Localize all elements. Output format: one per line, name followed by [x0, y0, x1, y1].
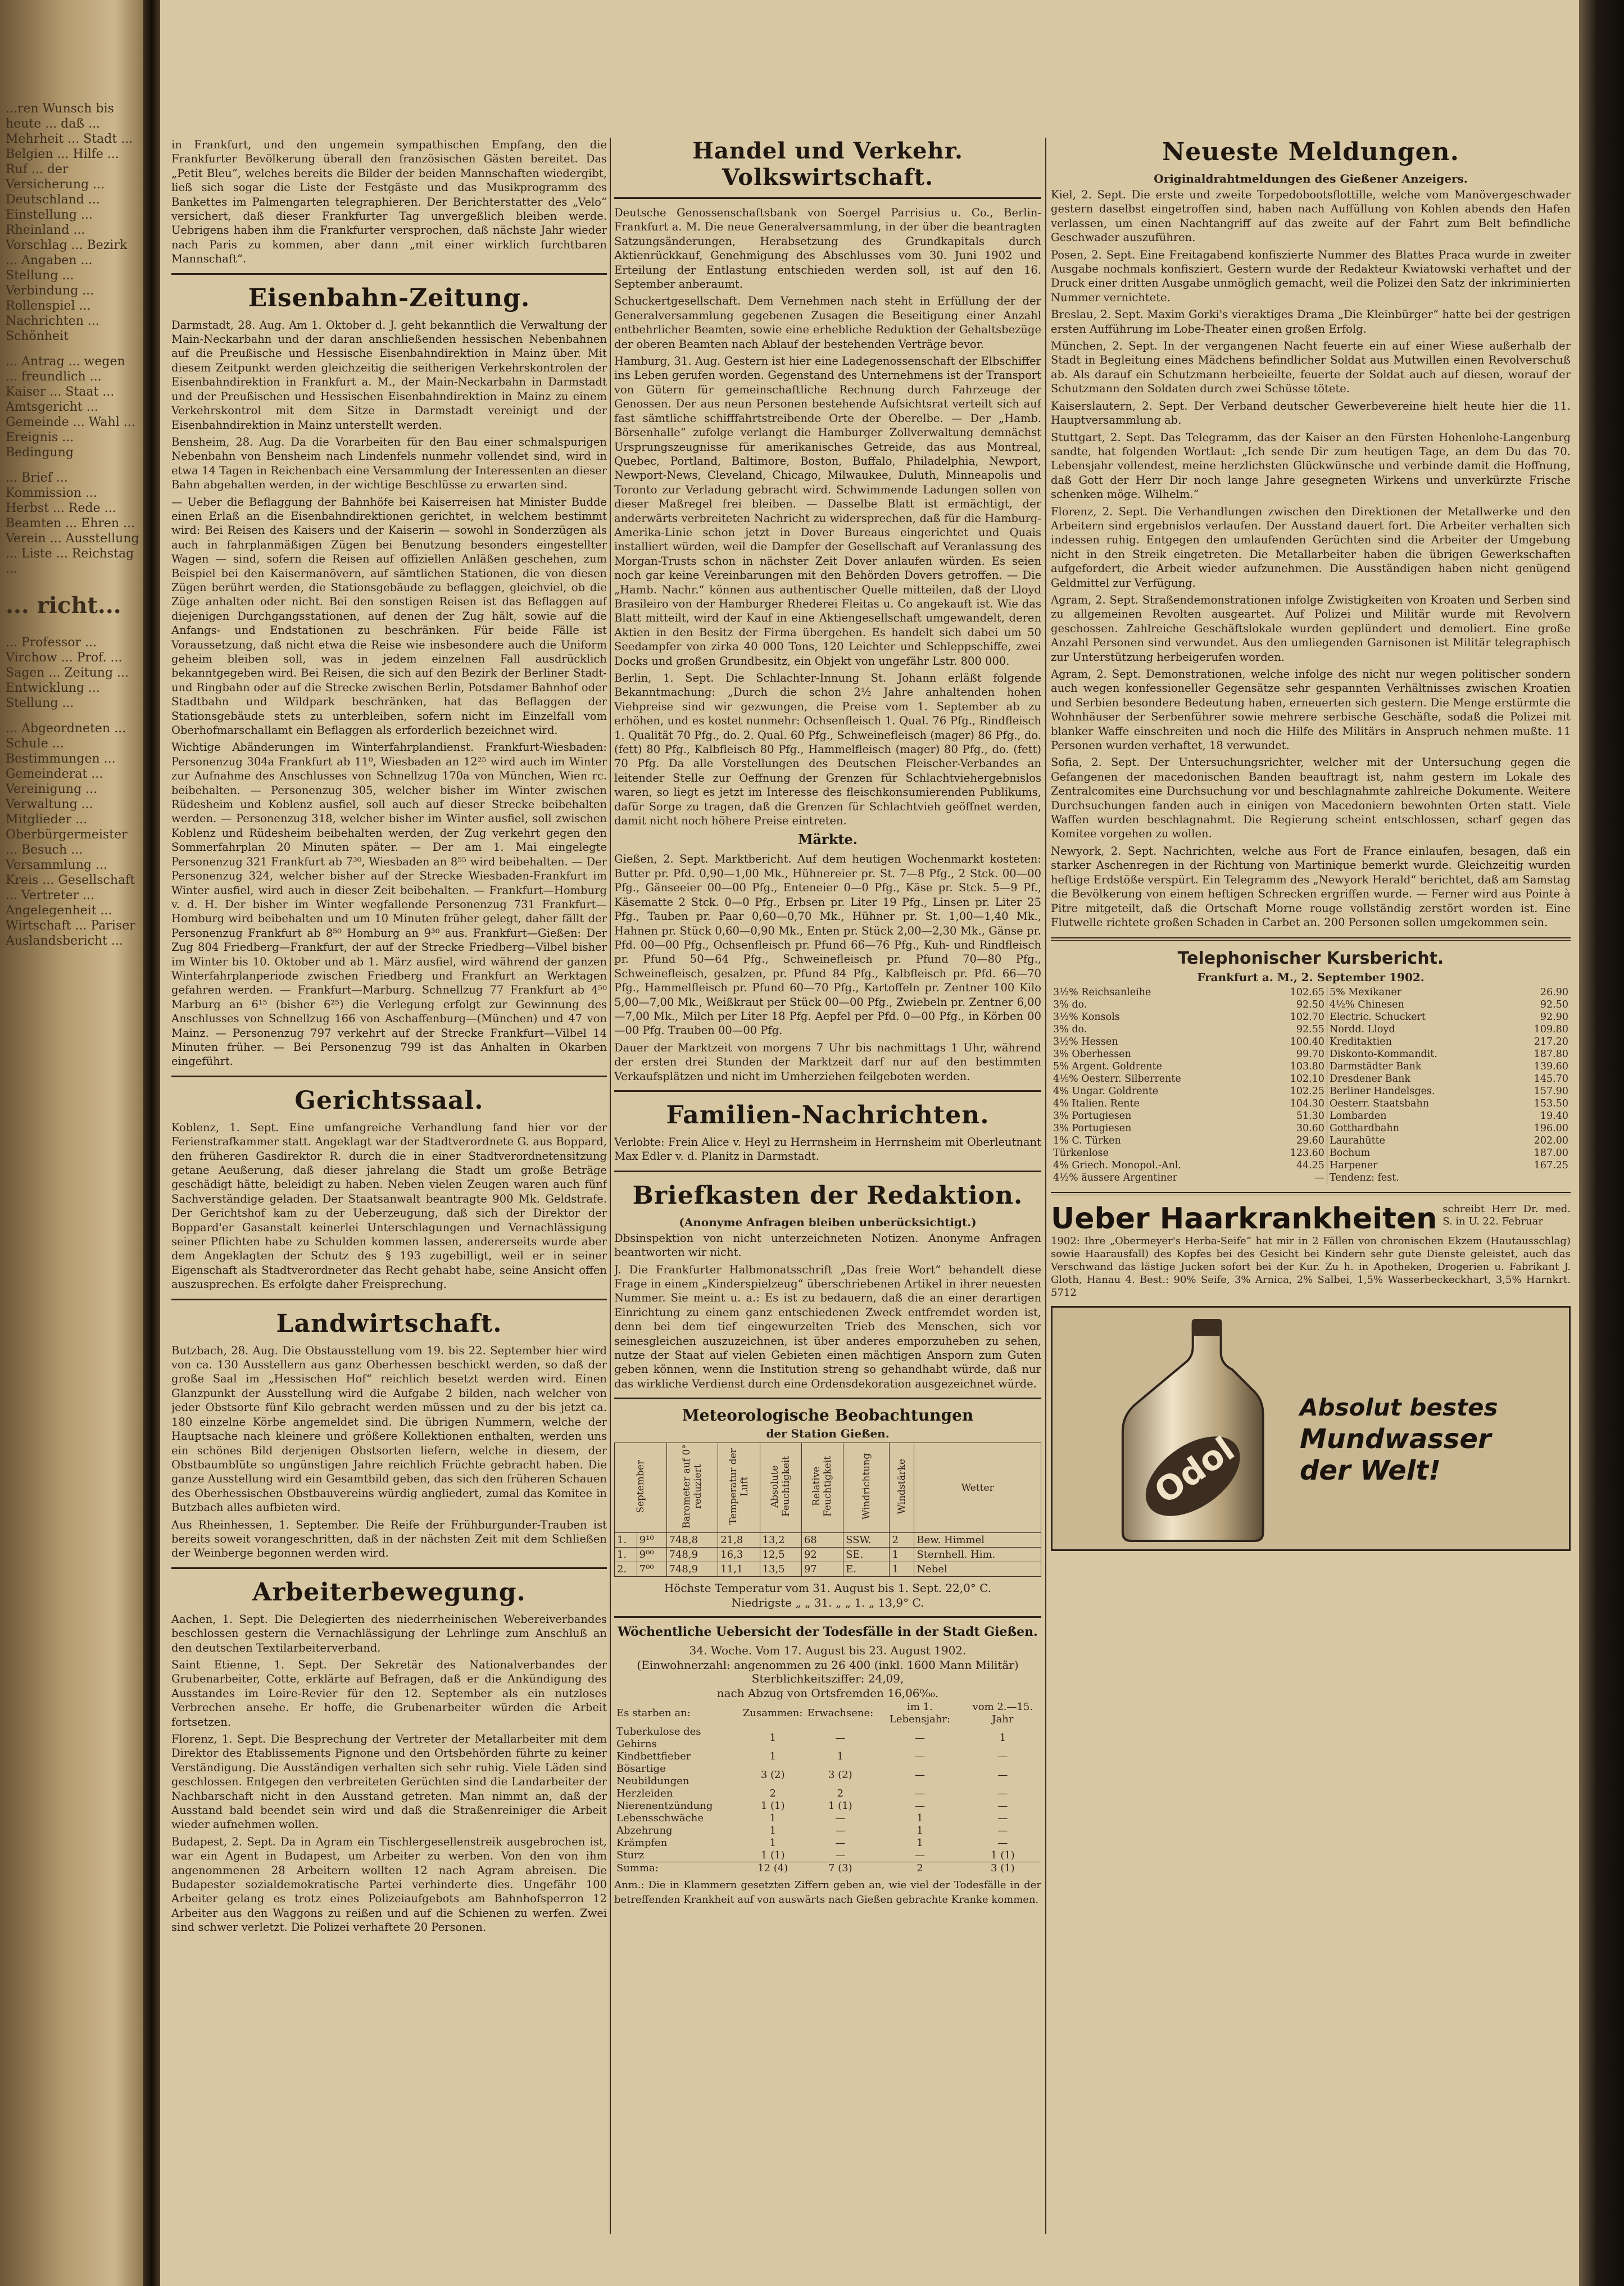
table-cell: Harpener	[1327, 1159, 1508, 1172]
odol-slogan-line: der Welt!	[1300, 1455, 1441, 1487]
table-cell: 202.00	[1534, 1135, 1568, 1147]
table-cell: —	[1314, 1172, 1324, 1184]
table-cell: 1	[769, 1825, 776, 1837]
table-row	[1051, 1110, 1571, 1122]
table-cell: Abzehrung	[616, 1825, 673, 1837]
divider	[614, 197, 1041, 199]
table-row	[1051, 1172, 1571, 1184]
table-cell: Laurahütte	[1327, 1135, 1508, 1147]
divider	[614, 1398, 1041, 1399]
table-cell: 1	[890, 1562, 914, 1577]
table-header-cell: September	[615, 1443, 667, 1533]
table-cell	[1508, 1172, 1571, 1184]
table-row	[1051, 1159, 1571, 1172]
divider	[171, 273, 607, 275]
table-cell: E.	[843, 1562, 890, 1577]
table-cell: 167.25	[1534, 1160, 1568, 1172]
table-row	[1051, 1147, 1571, 1159]
mortality-population: (Einwohnerzahl: angenommen zu 26 400 (inkl. 1600 Mann Militär) Sterblichkeitsziffer: 24,09,	[637, 1658, 1019, 1686]
news-item: Sofia, 2. Sept. Der Untersuchungsrichter, welcher mit der Untersuchung gegen die Gefangenen der macedonischen Banden beauftragt ist, nahm gestern im Lokale des Zentralcomites eine Durchsuchung vor und beschlagnahmte zahlreiche Dokumente. Weitere Durchsuchungen fanden auch in einigen von Macedoniern bewohnten Orten statt. Viele Waffen wurden beschlagnahmt. Die Regierung scheint entschlossen, scharf gegen das Komitee vorgehen zu wollen.	[1051, 756, 1571, 841]
news-item: Stuttgart, 2. Sept. Das Telegramm, das der Kaiser an den Fürsten Hohenlohe-Langenburg sandte, hat folgenden Wortlaut: „Ich sende Dir zum heutigen Tage, an dem Du das 70. Lebensjahr vollendest, meine herzlichsten Glückwünsche und verbinde damit die Hoffnung, daß Gott der Herr Dir noch lange Jahre gesegneten Wirkens und unverkürzte Frische schenken möge. Wilhelm.“	[1051, 430, 1571, 501]
table-cell: 153.50	[1534, 1098, 1568, 1110]
table-cell: —	[997, 1825, 1008, 1837]
table-cell: 157.90	[1534, 1086, 1568, 1097]
table-cell: 1 (1)	[991, 1849, 1015, 1862]
table-cell: Gotthardbahn	[1327, 1122, 1508, 1135]
odol-slogan-line: Absolut bestes	[1300, 1394, 1498, 1422]
table-cell: —	[835, 1732, 846, 1744]
table-cell: 1	[917, 1837, 923, 1849]
table-row	[1051, 1048, 1571, 1060]
column-right	[1051, 138, 1571, 2245]
table-cell: 2.	[615, 1562, 637, 1577]
table-cell: 13,2	[760, 1533, 801, 1548]
table-cell: 5% Mexikaner	[1327, 986, 1508, 999]
table-cell: 92.55	[1296, 1024, 1324, 1036]
odol-advertisement	[1051, 1306, 1571, 1551]
table-header-cell: Relative Feuchtigkeit	[801, 1443, 843, 1533]
divider	[171, 1299, 607, 1300]
subheading-maerkte: Märkte.	[797, 831, 858, 848]
table-row	[615, 1533, 1041, 1548]
table-row	[1051, 1085, 1571, 1097]
divider	[614, 1090, 1041, 1092]
haar-ad	[1051, 1203, 1571, 1235]
fragment-paragraph: ...ren Wunsch bis heute ... daß ... Mehrheit ... Stadt ... Belgien ... Hilfe ... Ruf ... der Versicherung ... Deutschland ... Einstellung ... Rheinland ... Vorschlag ... Bezirk ... Angaben ... Stellung ... Verbindung ... Rollenspiel ... Nachrichten ... Schönheit	[6, 102, 133, 343]
table-row	[614, 1788, 1041, 1800]
table-cell: Kindbettfieber	[616, 1750, 691, 1763]
odol-slogan	[1300, 1392, 1498, 1486]
table-header-cell: Temperatur der Luft	[718, 1443, 760, 1533]
table-header-cell: Es starben an:	[616, 1707, 691, 1720]
table-cell: Diskonto-Kommandit.	[1327, 1048, 1508, 1060]
table-cell: 29.60	[1296, 1135, 1324, 1147]
table-cell: Herzleiden	[616, 1788, 673, 1800]
divider	[171, 1567, 607, 1569]
table-cell: —	[914, 1732, 925, 1744]
table-cell: 1.	[615, 1533, 637, 1548]
table-cell: 92	[801, 1548, 843, 1562]
mortality-rate: nach Abzug von Ortsfremden 16,06⁰⁄₀₀.	[716, 1686, 939, 1700]
table-cell: 4% Ungar. Goldrente	[1053, 1086, 1159, 1097]
article-paragraph: Wichtige Abänderungen im Winterfahrplandienst. Frankfurt-Wiesbaden: Personenzug 304a Frankfurt ab 11⁰, Wiesbaden an 12²⁵ wird auch im Winter zur Aufnahme des Anschlusses von Schnellzug 170a von München, Wien rc. beibehalten. — Personenzug 305, welcher bisher im Winter zwischen Rüdesheim und Koblenz ausfiel, soll auch auf dieser Strecke beibehalten werden. — Personenzug 318, welcher bisher im Winter ausfiel, soll zwischen Koblenz und Rüdesheim beibehalten werden, der Zug verkehrt gegen den Sommerfahrplan 20 Minuten später. — Der am 1. Mai eingelegte Personenzug 321 Frankfurt ab 7³⁰, Wiesbaden an 8⁵⁵ wird beibehalten. — Der Personenzug 324, welcher bisher auf der Strecke Wiesbaden-Frankfurt im Winter ausfiel, wird auch in dieser Zeit beibehalten. — Frankfurt—Homburg v. d. H. Der bisher im Winter wegfallende Personenzug 731 Frankfurt—Homburg wird beibehalten und um 10 Minuten früher gelegt, daher fällt der Personenzug Frankfurt ab 8⁵⁰ Homburg an 9³⁰ aus. Frankfurt—Gießen: Der Zug 804 Friedberg—Frankfurt, der auf der Strecke Friedberg—Vilbel bisher im Winter bis 10. Oktober und ab 1. März ausfiel, wird während der ganzen Winterfahrplanperiode zwischen Friedberg und Frankfurt an Werktagen gefahren werden. — Frankfurt—Marburg. Schnellzug 77 Frankfurt ab 4⁵⁰ Marburg an 6¹⁵ (bisher 6²⁵) die Verlegung erfolgt zur Gewinnung des Anschlusses von Schnellzug 166 von Aschaffenburg—(München) und 47 von Mainz. — Personenzug 797 verkehrt auf der Strecke Frankfurt—Vilbel 14 Minuten früher. — Bei Personenzug 799 ist das Anhalten in Okarben eingeführt.	[171, 741, 607, 1068]
table-cell: 100.40	[1290, 1036, 1324, 1048]
table-cell: —	[914, 1750, 925, 1763]
table-cell: 3¹⁄₂% Reichsanleihe	[1053, 987, 1151, 999]
adjacent-page-fragment	[0, 0, 143, 2286]
section-heading-arbeiterbewegung: Arbeiterbewegung.	[252, 1577, 526, 1607]
news-item: Florenz, 2. Sept. Die Verhandlungen zwischen den Direktionen der Metallwerke und den Arbeitern sind ergebnislos verlaufen. Der Ausstand dauert fort. Die Arbeiter verhalten sich indessen ruhig. Entgegen den umlaufenden Gerüchten sind die Arbeiter der Umgebung nicht in den Streik eingetreten. Die Metallarbeiter haben die übrigen Gewerkschaften aufgefordert, die Arbeit wieder aufzunehmen. Die Ausständigen haben nicht genügend Geldmittel zur Verfügung.	[1051, 505, 1571, 589]
table-cell: Krämpfen	[616, 1837, 668, 1849]
kurs-table	[1051, 986, 1571, 1184]
column-left	[171, 138, 607, 2245]
table-cell: 4¹⁄₅% Oesterr. Silberrente	[1053, 1073, 1181, 1085]
article-paragraph: Berlin, 1. Sept. Die Schlachter-Innung St. Johann erläßt folgende Bekanntmachung: „Durch die schon 2¹⁄₂ Jahre anhaltenden hohen Viehpreise sind wir gezwungen, die Preise vom 1. September ab zu erhöhen, und es kostet nunmehr: Ochsenfleisch 1. Qual. 76 Pfg., Rindfleisch 1. Qualität 70 Pfg., do. 2. Qual. 60 Pfg., Schweinefleisch (mager) 86 Pfg., do. (fett) 80 Pfg., Kalbfleisch 80 Pfg., Hammelfleisch (mager) 80 Pfg., do. (fett) 70 Pfg. Da alle Vorstellungen des Deutschen Fleischer-Verbandes an leitender Stelle zur Oeffnung der Grenzen für Schlachtviehergebnislos waren, so liegt es jetzt im Interesse des fleischkonsumierenden Publikums, dafür Sorge zu tragen, daß die Grenzen für Schlachtvieh geöffnet werden, damit nicht noch höhere Preise eintreten.	[614, 672, 1041, 828]
table-cell: 3% Oberhessen	[1053, 1049, 1131, 1060]
table-cell: 4% Italien. Rente	[1053, 1098, 1140, 1110]
table-cell: —	[914, 1849, 925, 1862]
table-cell: 196.00	[1534, 1123, 1568, 1135]
table-cell: 109.80	[1534, 1024, 1568, 1036]
table-cell: 2	[890, 1533, 914, 1548]
table-cell: 103.80	[1290, 1061, 1324, 1073]
news-item: München, 2. Sept. In der vergangenen Nacht feuerte ein auf einer Wiese außerhalb der Stadt in Begleitung eines Mädchens befindlicher Soldat aus Mutwillen einen Revolverschuß ab. Als darauf ein Schutzmann herbeieilte, feuerte der Soldat auch auf diesen, worauf der Schutzmann den Soldaten durch zwei Schüsse tötete.	[1051, 339, 1571, 396]
table-cell: 102.65	[1290, 987, 1324, 999]
table-header-cell: Wetter	[914, 1443, 1041, 1533]
table-cell: 217.20	[1534, 1036, 1568, 1048]
book-spine	[143, 0, 160, 2286]
table-cell: 187.00	[1534, 1147, 1568, 1159]
table-cell: 1 (1)	[760, 1849, 785, 1862]
table-cell: Dresdener Bank	[1327, 1073, 1508, 1085]
haar-ad-side: schreibt Herr Dr. med. S. in U. 22. Februar	[1442, 1203, 1571, 1228]
table-cell: 102.10	[1290, 1073, 1324, 1085]
fragment-paragraph: ... Abgeordneten ... Schule ... Bestimmungen ... Gemeinderat ... Vereinigung ... Verwaltung ... Mitglieder ... Oberbürgermeister ... Besuch ... Versammlung ... Kreis ... Gesellschaft ... Vertreter ... Angelegenheit ... Wirtschaft ... Pariser Auslandsbericht ...	[6, 722, 135, 948]
table-cell: 3 (1)	[991, 1862, 1015, 1875]
table-header-cell: Erwachsene:	[807, 1707, 874, 1720]
table-cell: —	[997, 1837, 1008, 1849]
table-cell: 102.70	[1290, 1012, 1324, 1023]
article-paragraph: Saint Etienne, 1. Sept. Der Sekretär des Nationalverbandes der Grubenarbeiter, Cotte, erklärte auf Befragen, daß er die Ankündigung des Ausstandes im Loire-Revier für den 12. September als ein nutzloses Verbrechen ansehe. Er hoffe, die Grubenarbeiter würden die Arbeit fortsetzen.	[171, 1658, 607, 1729]
table-row	[615, 1562, 1041, 1577]
kurs-date: Frankfurt a. M., 2. September 1902.	[1197, 970, 1425, 985]
article-paragraph: J. Die Frankfurter Halbmonatsschrift „Das freie Wort“ behandelt diese Frage in einem „Kinderspielzeug“ überschriebenen Artikel in ihrer neuesten Nummer. Sie meint u. a.: Es ist zu bedauern, daß die an einer derartigen Einrichtung zu einem ganz entschiedenen Zweck entfremdet worden ist, denn bei dem tief eingewurzelten Trieb des Menschen, sich vor seinesgleichen auszuzeichnen, ist über anderes emporzuheben zu sehen, nutze der Staat auf vielen Gebieten einen mächtigen Ansporn zum Guten geben können, wenn die Institution streng so gehandhabt würde, daß nur das wirkliche Verdienst durch eine Ordensdekoration ausgezeichnet würde.	[614, 1263, 1041, 1390]
mortality-week: 34. Woche. Vom 17. August bis 23. August 1902.	[689, 1644, 967, 1658]
article-paragraph: Butzbach, 28. Aug. Die Obstausstellung vom 19. bis 22. September hier wird von ca. 130 Ausstellern aus ganz Oberhessen beschickt werden, so daß der große Saal im „Hessischen Hof“ reichlich besetzt werden wird. Einen Glanzpunkt der Ausstellung wird die Aufgabe 2 bilden, nach welcher von jeder Obstsorte fünf Kilo gebracht werden müssen und zu der bis jetzt ca. 180 einzelne Körbe angemeldet sind. Die übrigen Nummern, welche der Hauptsache nach kleinere und größere Kollektionen enthalten, werden uns ein schönes Bild derjenigen Obstsorten liefern, welche in diesem, der Obstbaumblüte so ungünstigen Jahre reichlich Früchte gebracht haben. Die ganze Ausstellung wird ein Gesamtbild geben, das sich den früheren Schauen des Oberhessischen Obstbauvereins würdig angliedert, zumal das Komitee in Butzbach alles aufbieten wird.	[171, 1344, 607, 1514]
table-cell: 4¹⁄₂% äussere Argentiner	[1053, 1172, 1178, 1184]
section-heading-neueste: Neueste Meldungen.	[1162, 138, 1459, 166]
column-rule	[1045, 138, 1046, 2234]
table-cell: —	[914, 1800, 925, 1812]
fragment-paragraph: ... Antrag ... wegen ... freundlich ... Kaiser ... Staat ... Amtsgericht ... Gemeinde ... Wahl ... Ereignis ... Bedingung	[6, 355, 135, 460]
table-cell: 19.40	[1540, 1110, 1568, 1122]
table-cell: —	[914, 1788, 925, 1800]
table-cell: Nebel	[914, 1562, 1041, 1577]
table-cell: 1.	[615, 1548, 637, 1562]
table-cell: 1	[769, 1750, 776, 1763]
table-cell: Tuberkulose des Gehirns	[616, 1726, 701, 1750]
adjacent-page-text	[0, 0, 143, 949]
article-paragraph: Aachen, 1. Sept. Die Delegierten des niederrheinischen Webereiverbandes beschlossen gestern die Vernachlässigung der Lehrlinge zum Anschluß an den deutschen Textilarbeiterverband.	[171, 1612, 607, 1654]
meteo-max: Höchste Temperatur vom 31. August bis 1. Sept. 22,0° C.	[664, 1581, 992, 1595]
table-cell: —	[914, 1769, 925, 1781]
newspaper-page	[160, 0, 1579, 2286]
table-cell: 145.70	[1534, 1073, 1568, 1085]
table-cell: 9¹⁰	[637, 1533, 666, 1548]
table-row	[1051, 1036, 1571, 1048]
table-cell: 1	[837, 1750, 844, 1763]
table-cell: 99.70	[1296, 1049, 1324, 1060]
table-cell: 7 (3)	[828, 1862, 852, 1875]
meteo-table	[614, 1443, 1041, 1577]
divider	[1051, 1192, 1571, 1195]
table-header-row	[615, 1443, 1041, 1533]
table-cell: —	[997, 1800, 1008, 1812]
table-row	[615, 1548, 1041, 1562]
table-cell: 68	[801, 1533, 843, 1548]
table-cell: 104.30	[1290, 1098, 1324, 1110]
table-cell: Bösartige Neubildungen	[616, 1763, 689, 1788]
table-cell: 3¹⁄₂% Hessen	[1053, 1036, 1118, 1048]
table-cell: Darmstädter Bank	[1327, 1060, 1508, 1073]
table-cell: 92.90	[1540, 1012, 1568, 1023]
table-cell: Berliner Handelsges.	[1327, 1085, 1508, 1097]
article-paragraph: Florenz, 1. Sept. Die Besprechung der Vertreter der Metallarbeiter mit dem Direktor des Etablissements Pignone und den Ortsbehörden führte zu keiner Verständigung. Die Ausständigen verhalten sich sehr ruhig. Viele Läden sind geschlossen. Entgegen den verbreiteten Gerüchten sind die Landarbeiter der Nachbarschaft nicht in den Ausstand getreten. Man nimmt an, daß der Ausstand bald beendet sein wird und daß die Straßenreiniger die Arbeit wieder aufnehmen wollen.	[171, 1732, 607, 1831]
divider	[171, 1076, 607, 1077]
table-row	[614, 1837, 1041, 1849]
table-cell: 97	[801, 1562, 843, 1577]
table-cell: 16,3	[718, 1548, 760, 1562]
table-row	[1051, 999, 1571, 1011]
article-paragraph: Verlobte: Frein Alice v. Heyl zu Herrnsheim in Herrnsheim mit Oberleutnant Max Edler v. d. Planitz in Darmstadt.	[614, 1135, 1041, 1163]
table-cell: 1 (1)	[760, 1800, 785, 1812]
table-cell: 30.60	[1296, 1123, 1324, 1135]
table-cell: 21,8	[718, 1533, 760, 1548]
divider	[614, 1616, 1041, 1618]
table-cell: 1	[917, 1825, 923, 1837]
table-header-row	[614, 1701, 1041, 1726]
table-cell: Oesterr. Staatsbahn	[1327, 1097, 1508, 1110]
table-header-cell: Windrichtung	[843, 1443, 890, 1533]
fragment-paragraph: ... Professor ... Virchow ... Prof. ... Sagen ... Zeitung ... Entwicklung ... Stellung ...	[6, 636, 129, 710]
table-cell: 3¹⁄₂% Konsols	[1053, 1012, 1120, 1023]
table-cell: Lombarden	[1327, 1110, 1508, 1122]
section-heading-briefkasten: Briefkasten der Redaktion.	[632, 1181, 1023, 1210]
table-cell: 9⁰⁰	[637, 1548, 666, 1562]
news-item: Breslau, 2. Sept. Maxim Gorki's vieraktiges Drama „Die Kleinbürger“ hatte bei der gestrigen ersten Aufführung im Lobe-Theater einen großen Erfolg.	[1051, 308, 1571, 335]
table-cell: 3 (2)	[828, 1769, 852, 1781]
table-cell: 26.90	[1540, 987, 1568, 999]
table-cell: Lebensschwäche	[616, 1812, 704, 1825]
table-cell: SSW.	[843, 1533, 890, 1548]
table-cell: Electric. Schuckert	[1327, 1011, 1508, 1023]
table-row	[1051, 986, 1571, 999]
table-cell: 1	[769, 1837, 776, 1849]
table-cell: Türkenlose	[1053, 1147, 1109, 1159]
briefkasten-note: (Anonyme Anfragen bleiben unberücksichtigt.)	[679, 1215, 977, 1229]
haar-ad-text: 1902: Ihre „Obermeyer's Herba-Seife“ hat mir in 2 Fällen von chronischen Ekzem (Hautausschlag) sowie Haarausfall) des Kopfes bei des Gesicht bei Kindern sehr gute Dienste geleistet, auch das Verschwand das lästige Jucken sofort bei der Kur. Zu h. in Apotheken, Drogerien u. Fabrikant J. Gloth, Hanau 4. Best.: 90% Seife, 3% Arnica, 2% Salbei, 1,5% Wasserbeckeckhart, 3,5% Harnkrt. 5712	[1051, 1235, 1571, 1299]
news-item: Agram, 2. Sept. Demonstrationen, welche infolge des nicht nur wegen politischer sondern auch wegen konfessioneller Gegensätze sehr gespannten Verhältnisses zwischen Kroatien und Serbien besondere Bedeutung haben, erneuerten sich gestern. Die Menge erstürmte die Wohnhäuser der Serbenführer sowie mehrere serbische Geschäfte, sodaß die Polizei mit blanker Waffe einschreiten und noch die Hilfe des Militärs in Anspruch nehmen mußte. 11 Personen wurden verhaftet, 18 verwundet.	[1051, 668, 1571, 752]
table-header-cell: Absolute Feuchtigkeit	[760, 1443, 801, 1533]
table-cell: 11,1	[718, 1562, 760, 1577]
table-header-cell: Barometer auf 0° reduziert	[666, 1443, 718, 1533]
article-paragraph: Budapest, 2. Sept. Da in Agram ein Tischlergesellenstreik ausgebrochen ist, war ein Agent in Budapest, um Arbeiter zu werben. Von den von ihm angenommenen 28 Arbeitern wollten 12 nach Agram abreisen. Die Budapester sozialdemokratische Partei verhinderte dies. Ungefähr 100 Arbeiter gelang es trotz eines Polizeiaufgebots am Bahnhofsperron 12 Arbeiter aus den Waggons zu reißen und auf die Schienen zu werfen. Zwei sind schwer verletzt. Die Polizei verhaftete 20 Personen.	[171, 1835, 607, 1934]
table-cell: —	[997, 1769, 1008, 1781]
news-item: Agram, 2. Sept. Straßendemonstrationen infolge Zwistigkeiten von Kroaten und Serben sind zu allgemeinen Revolten ausgeartet. Auf Polizei und Militär wurde mit Revolvern geschossen. Zahlreiche Geschäftslokale wurden geplündert und demoliert. Eine große Anzahl Personen sind verwundet. Aus den umliegenden Garnisonen ist Militär telegraphisch zur Unterstützung herbeigerufen worden.	[1051, 593, 1571, 664]
table-header-cell: Zusammen:	[742, 1707, 803, 1720]
table-cell: 1	[999, 1732, 1006, 1744]
table-cell: Tendenz: fest.	[1327, 1172, 1508, 1184]
table-cell: 1	[769, 1812, 776, 1825]
table-cell: —	[835, 1849, 846, 1862]
table-row	[1051, 1011, 1571, 1023]
section-heading-familie: Familien-Nachrichten.	[666, 1100, 990, 1130]
mortality-table	[614, 1701, 1041, 1875]
mortality-note: Anm.: Die in Klammern gesetzten Ziffern geben an, wie viel der Todesfälle in der betreffenden Krankheit auf von auswärts nach Gießen gebrachte Kranke kommen.	[614, 1879, 1041, 1906]
table-row	[1051, 1097, 1571, 1110]
table-cell: 4¹⁄₂% Chinesen	[1327, 999, 1508, 1011]
odol-brand: Odol	[1147, 1429, 1242, 1512]
table-row	[614, 1825, 1041, 1837]
article-paragraph: Schuckertgesellschaft. Dem Vernehmen nach steht in Erfüllung der der Generalversammlung gegebenen Zusagen die Beseitigung einer Anzahl entbehrlicher Beamten, sowie eine erhebliche Reduktion der Gehaltsbezüge der oberen Beamten nach Ablauf der bestehenden Verträge bevor.	[614, 294, 1041, 351]
odol-slogan-line: Mundwasser	[1300, 1423, 1491, 1455]
article-paragraph: Dauer der Marktzeit von morgens 7 Uhr bis nachmittags 1 Uhr, während der ersten drei Stunden der Marktzeit darf nur auf den bestimmten Verkaufsplätzen und nicht im Umherziehen feilgeboten werden.	[614, 1041, 1041, 1083]
table-row	[1051, 1023, 1571, 1036]
article-paragraph: Koblenz, 1. Sept. Eine umfangreiche Verhandlung fand hier vor der Ferienstrafkammer statt. Angeklagt war der Stadtverordnete G. aus Boppard, den früheren Gasdirektor R. durch die in einer Stadtverordnetensitzung getane Aeußerung, daß dieser jahrelang die Stadt um große Beträge geschädigt hätte, beleidigt zu haben. Neben vielen Zeugen waren auch fünf Sachverständige geladen. Der Staatsanwalt beantragte 900 Mk. Geldstrafe. Der Gerichtshof kam zu der Ueberzeugung, daß sich der Direktor der Boppard'er Gasanstalt keinerlei Unterschlagungen und Vernachlässigung seiner Pflichten habe zu Schulden kommen lassen, andererseits wurde aber dem Angeklagten der Schutz des § 193 zugebilligt, weil er in seiner Eigenschaft als Stadtverordneter das Recht gehabt habe, seine Ansicht offen auszusprechen. Es erfolgte daher Freisprechung.	[171, 1121, 607, 1291]
table-sum-row	[614, 1862, 1041, 1875]
table-cell: 3% Portugiesen	[1053, 1123, 1132, 1135]
article-paragraph: Hamburg, 31. Aug. Gestern ist hier eine Ladegenossenschaft der Elbschiffer ins Leben gerufen worden. Gegenstand des Unternehmens ist der Transport von Gütern für gemeinschaftliche Rechnung durch Fahrzeuge der Genossen. Der aus neun Personen bestehende Aufsichtsrat verteilt sich auf fast sämtliche schifffahrtstreibende Orte der Oberelbe. — Der „Hamb. Börsenhalle“ zufolge verlangt die Hamburger Zollverwaltung demnächst Ursprungszeugnisse für amerikanisches Getreide, das aus Montreal, Quebec, Portland, Baltimore, Boston, Buffalo, Philadelphia, Newport, Newport-News, Cleveland, Chicago, Milwaukee, Duluth, Minneapolis und Toronto zur Verladung gebracht wird. Schwimmende Ladungen sollen von dieser Maßregel frei bleiben. — Dasselbe Blatt ist ermächtigt, der anderwärts verbreiteten Nachricht zu widersprechen, daß für die Hamburg-Amerika-Linie schon jetzt in Dover Bureaus eingerichtet und Quais installiert würden, weil die Dampfer der Gesellschaft auf Veranlassung des Morgan-Trusts schon in nächster Zeit Dover anlaufen würden. Es seien noch gar keine Vereinbarungen mit den Behörden Dovers getroffen. — Die „Hamb. Nachr.“ können aus authentischer Quelle mitteilen, daß der Lloyd Brasileiro von der Hamburger Rhederei Fleitas u. Co angekauft ist. Wie das Blatt mitteilt, wird der Kauf in eine Aktiengesellschaft umgewandelt, deren Aktien in den Besitz der Firma übergehen. Es handelt sich dabei um 50 Seedampfer von zirka 40 000 Tons, 120 Leichter und Schleppschiffe, zwei Docks und großen Grundbesitz, ein Objekt von ungefähr Lstr. 800 000.	[614, 355, 1041, 668]
table-row	[1051, 1073, 1571, 1085]
table-row	[614, 1849, 1041, 1862]
table-cell: —	[997, 1750, 1008, 1763]
news-item: Newyork, 2. Sept. Nachrichten, welche aus Fort de France einlaufen, besagen, daß ein starker Aschenregen in der Richtung von Martinique bemerkt wurde. Gleichzeitig wurden heftige Erdstöße verspürt. Ein Telegramm des „Newyork Herald“ berichtet, daß am Samstag die Bevölkerung von einem heftigen Schrecken ergriffen wurde. — Ferner wird aus Pointe à Pitre mitgeteilt, daß die Ortschaft Morne rouge vollständig zerstört worden ist. Eine Flutwelle richtete großen Schaden in Carbet an. 200 Personen sollen umgekommen sein.	[1051, 844, 1571, 929]
book-edge	[1579, 0, 1624, 2286]
table-cell: Bochum	[1327, 1147, 1508, 1159]
table-cell: 92.50	[1296, 999, 1324, 1011]
haar-ad-title: Ueber Haarkrankheiten	[1051, 1202, 1437, 1236]
section-heading-landwirtschaft: Landwirtschaft.	[276, 1309, 502, 1338]
news-item: Kiel, 2. Sept. Die erste und zweite Torpedobootsflottille, welche vom Manövergeschwader gestern daselbst eingetroffen sind, haben nach Auffüllung von Kohlen abends den Hafen verlassen, um einen Nachtangriff auf das zweite auf der Fahrt zum Belt befindliche Geschwader auszuführen.	[1051, 188, 1571, 244]
table-cell: 3% Portugiesen	[1053, 1110, 1132, 1122]
table-cell: 187.80	[1534, 1049, 1568, 1060]
article-paragraph: Dbsinspektion von nicht unterzeichneten Notizen. Anonyme Anfragen beantworten wir nicht.	[614, 1231, 1041, 1259]
table-cell: 12,5	[760, 1548, 801, 1562]
article-paragraph: Bensheim, 28. Aug. Da die Vorarbeiten für den Bau einer schmalspurigen Nebenbahn von Bensheim nach Lindenfels nunmehr vollendet sind, wird in etwa 14 Tagen in Reichenbach eine Versammlung der Interessenten an dieser Bahn abgehalten werden, in der wichtige Beschlüsse zu erwarten sind.	[171, 435, 607, 492]
table-cell: 748,8	[666, 1533, 718, 1548]
table-cell: 139.60	[1534, 1061, 1568, 1073]
table-cell: —	[997, 1812, 1008, 1825]
table-cell: 1	[890, 1548, 914, 1562]
table-cell: 3 (2)	[760, 1769, 785, 1781]
table-cell: 3% do.	[1053, 1024, 1087, 1036]
article-paragraph: Gießen, 2. Sept. Marktbericht. Auf dem heutigen Wochenmarkt kosteten: Butter pr. Pfd. 0,90—1,00 Mk., Hühnereier pr. St. 7—8 Pfg., 2 Stck. 00—00 Pfg., Gänseeier 00—00 Pfg., Enteneier 0—0 Pfg., Käse pr. Stck. 5—9 Pf., Käsematte 2 Stck. 0—0 Pfg., Erbsen pr. Liter 19 Pfg., Linsen pr. Liter 25 Pfg., Tauben pr. Paar 0,60—0,70 Mk., Hühner pr. St. 1,00—1,40 Mk., Hahnen pr. Stück 0,60—0,90 Mk., Enten pr. Stück 2,00—2,30 Mk., Gänse pr. Pfd. 00—00 Pfg., Ochsenfleisch pr. Pfund 66—76 Pfg., Kuh- und Rindfleisch pr. Pfund 50—64 Pfg., Schweinefleisch pr. Pfund 70—80 Pfg., Schweinefleisch, gesalzen, pr. Pfund 84 Pfg., Kalbfleisch pr. Pfd. 66—70 Pfg., Hammelfleisch pr. Pfund 60—70 Pfg., Kartoffeln pr. Zentner 100 Kilo 5,00—7,00 Mk., Weißkraut per Stück 00—00 Pfg., Zwiebeln pr. Zentner 6,00—7,00 Mk., Milch per Liter 18 Pfg. Aepfel per Pfd. 0—00 Pfg., in Körben 00—00 Pfg. Trauben 00—00 Pfg.	[614, 852, 1041, 1037]
table-cell: 748,9	[666, 1548, 718, 1562]
table-cell: 123.60	[1290, 1147, 1324, 1159]
column-rule	[610, 138, 611, 2234]
table-cell: Sternhell. Him.	[914, 1548, 1041, 1562]
table-cell: Nierenentzündung	[616, 1800, 713, 1812]
table-row	[1051, 1122, 1571, 1135]
mortality-heading: Wöchentliche Uebersicht der Todesfälle in der Stadt Gießen.	[618, 1625, 1038, 1640]
table-row	[614, 1800, 1041, 1812]
table-cell: —	[835, 1812, 846, 1825]
divider	[614, 1171, 1041, 1172]
table-cell: 1 (1)	[828, 1800, 852, 1812]
kurs-heading: Telephonischer Kursbericht.	[1177, 949, 1444, 969]
meteo-subheading: der Station Gießen.	[766, 1427, 890, 1441]
table-header-cell: Windstärke	[890, 1443, 914, 1533]
table-cell: 2	[917, 1862, 923, 1875]
table-cell: 102.25	[1290, 1086, 1324, 1097]
table-header-cell: vom 2.—15. Jahr	[972, 1701, 1033, 1726]
news-subheading: Originaldrahtmeldungen des Gießener Anzeigers.	[1154, 172, 1468, 185]
news-item: Kaiserslautern, 2. Sept. Der Verband deutscher Gewerbevereine hielt heute hier die 11. Hauptversammlung ab.	[1051, 399, 1571, 427]
section-heading-eisenbahn: Eisenbahn-Zeitung.	[248, 283, 530, 312]
section-heading-handel: Handel und Verkehr. Volkswirtschaft.	[692, 138, 963, 190]
table-row	[1051, 1135, 1571, 1147]
meteo-heading: Meteorologische Beobachtungen	[682, 1406, 974, 1425]
table-cell: 44.25	[1296, 1160, 1324, 1172]
fragment-heading: ... richt...	[6, 592, 121, 619]
table-row	[614, 1763, 1041, 1788]
table-cell: 92.50	[1540, 999, 1568, 1011]
table-cell: Summa:	[616, 1862, 659, 1875]
table-cell: 748,9	[666, 1562, 718, 1577]
article-paragraph: Deutsche Genossenschaftsbank von Soergel Parrisius u. Co., Berlin-Frankfurt a. M. Die neue Generalversammlung, in der über die beantragten Satzungsänderungen, Herabsetzung des Grundkapitals durch Aktienrückkauf, Genehmigung des Abschlusses vom 30. Juni 1902 und Erteilung der Entlastung entschieden werden soll, ist auf den 16. September anberaumt.	[614, 206, 1041, 291]
table-cell: 13,5	[760, 1562, 801, 1577]
table-cell: 7⁰⁰	[637, 1562, 666, 1577]
table-cell: 1	[917, 1812, 923, 1825]
table-row	[614, 1812, 1041, 1825]
table-cell: Nordd. Lloyd	[1327, 1023, 1508, 1036]
table-cell: SE.	[843, 1548, 890, 1562]
table-cell: 12 (4)	[757, 1862, 788, 1875]
table-cell: 4% Griech. Monopol.-Anl.	[1053, 1160, 1181, 1172]
table-cell: 5% Argent. Goldrente	[1053, 1061, 1163, 1073]
table-cell: 2	[837, 1788, 844, 1800]
table-cell: —	[835, 1837, 846, 1849]
table-cell: —	[835, 1825, 846, 1837]
intro-paragraph: in Frankfurt, und den ungemein sympathischen Empfang, den die Frankfurter Bevölkerung überall den französischen Gästen bereitet. Das „Petit Bleu“, welches bereits die Bilder der beiden Mannschaften wiedergibt, ließ sich sogar die Liste der Festgäste und das Musikprogramm des Bankettes im Palmengarten telegraphieren. Der Berichterstatter des „Velo“ versichert, daß dieser Frankfurter Tag unvergeßlich bleiben werde. Uebrigens haben ihm die Frankfurter versprochen, daß nächste Jahr wieder nach Paris zu kommen, aber dann „mit einer wirklich furchtbaren Mannschaft“.	[171, 138, 607, 266]
fragment-paragraph: ... Brief ... Kommission ... Herbst ... Rede ... Beamten ... Ehren ... Verein ... Ausstellung ... Liste ... Reichstag ...	[6, 471, 139, 576]
table-cell: 2	[769, 1788, 776, 1800]
column-middle	[614, 138, 1041, 2245]
article-paragraph: Darmstadt, 28. Aug. Am 1. Oktober d. J. geht bekanntlich die Verwaltung der Main-Neckarbahn und der daran anschließenden hessischen Nebenbahnen auf die Preußische und Hessische Eisenbahndirektion in Mainz über. Mit diesem Zeitpunkt werden gleichzeitig die seitherigen Verkehrskontrolen der Eisenbahndirektion in Frankfurt a. M., der Main-Neckarbahn in Darmstadt und der Preußischen und Hessischen Eisenbahndirektion in Mainz zu einem Verkehrskontrol mit dem Sitze in Darmstadt vereinigt und der Eisenbahndirektion in Mainz unterstellt werden.	[171, 318, 607, 432]
article-paragraph: Aus Rheinhessen, 1. September. Die Reife der Frühburgunder-Trauben ist bereits soweit vorangeschritten, daß in der nächsten Zeit mit dem Schließen der Weinberge begonnen werden wird.	[171, 1518, 607, 1560]
table-cell: Sturz	[616, 1849, 645, 1862]
section-heading-gerichtssaal: Gerichtssaal.	[294, 1086, 484, 1115]
table-cell: 51.30	[1296, 1110, 1324, 1122]
table-row	[614, 1750, 1041, 1763]
news-item: Posen, 2. Sept. Eine Freitagabend konfiszierte Nummer des Blattes Praca wurde in zweiter Ausgabe nochmals konfisziert. Gestern wurde der Redakteur Kwiatowski verhaftet und der Druck einer dritten Ausgabe unmöglich gemacht, weil die Polizei den Satz der inkriminierten Nummer vernichtete.	[1051, 248, 1571, 304]
table-header-cell: im 1. Lebensjahr:	[889, 1701, 951, 1726]
table-row	[1051, 1060, 1571, 1073]
table-cell: 3% do.	[1053, 999, 1087, 1011]
meteo-min: Niedrigste „ „ 31. „ „ 1. „ 13,9° C.	[731, 1596, 924, 1610]
table-cell: Bew. Himmel	[914, 1533, 1041, 1548]
table-cell: —	[997, 1788, 1008, 1800]
article-paragraph: — Ueber die Beflaggung der Bahnhöfe bei Kaiserreisen hat Minister Budde einen Erlaß an die Eisenbahndirektionen gerichtet, in welchem bestimmt wird: Bei Reisen des Kaisers und der Kaiserin — sowohl in Sonderzügen als auch in fahrplanmäßigen Zügen bei Benutzung besonders eingestellter Wagen — sind, sofern die Reisen auf offiziellen Anläßen geschehen, zum Beispiel bei den Kaisermanövern, auf sämtlichen Stationen, die von diesen Zügen berührt werden, die Stationsgebäude zu beflaggen, gleichviel, ob die Züge anhalten oder nicht. Bei den sonstigen Reisen ist das Beflaggen auf diejenigen Durchgangsstationen, auf denen der Zug hält, sowie auf die Anfangs- und Endstationen zu beschränken. Für beide Fälle ist Voraussetzung, daß nicht etwa die Reise wie insbesondere auch die Uniform geheim bleiben soll, was in jedem einzelnen Fall ausdrücklich bekanntgegeben wird. Bei Reisen, die sich auf den Bezirk der Berliner Stadt- und Ringbahn oder auf die Strecke zwischen Berlin, Potsdamer Bahnhof oder Stadtbahn und Wildpark beschränken, hat das Beflaggen der Stationsgebäude stets zu unterbleiben, sofern nicht im Einzelfall vom Oberhofmarschallamt ein Beflaggen als erforderlich bezeichnet wird.	[171, 495, 607, 737]
table-cell: 1% C. Türken	[1053, 1135, 1121, 1147]
table-cell: 1	[769, 1732, 776, 1744]
divider	[1051, 937, 1571, 941]
table-row	[614, 1726, 1041, 1750]
table-cell: Kreditaktien	[1327, 1036, 1508, 1048]
